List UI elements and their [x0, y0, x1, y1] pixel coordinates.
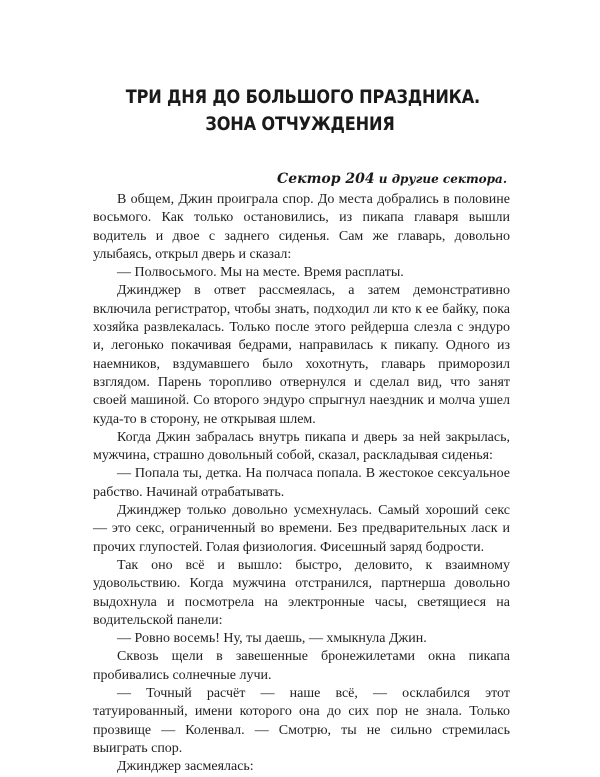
- chapter-title: [125, 84, 481, 138]
- chapter-epigraph: [277, 171, 507, 187]
- paragraph: — Точный расчёт — наше всё, — осклабился этот татуированный, имени которого она до сих пор не знала. Только прозвище — Коленвал. — Смотрю, ты не сильно стремилась выиграть спор.: [93, 686, 510, 756]
- epigraph-rest: и другие сектора.: [374, 172, 507, 186]
- paragraph: — Попала ты, детка. На полчаса попала. В жестокое сексуальное рабство. Начинай отрабатывать.: [93, 466, 510, 500]
- paragraph: Так оно всё и вышло: быстро, деловито, к взаимному удовольствию. Когда мужчина отстранился, партнерша довольно выдохнула и посмотрела на электронные часы, светящиеся на водительской панели:: [93, 557, 510, 628]
- paragraph: Джинджер засмеялась:: [117, 759, 254, 775]
- paragraph: — Полвосьмого. Мы на месте. Время расплаты.: [117, 265, 404, 281]
- paragraph: Джинджер в ответ рассмеялась, а затем демонстративно включила регистратор, чтобы знать, подходил ли кто к ее байку, пока хозяйка развлекалась. Только после этого рейдерша слезла с эндуро и, легонько покачивая бедрами, направилась к пикапу. Одного из наемников, вздумавшего было хохотнуть, главарь приморозил взглядом. Парень торопливо отвернулся и сделал вид, что занят своей машиной. Со второго эндуро спрыгнул наездник и молча ушел куда-то в сторону, не открывая шлем.: [93, 283, 510, 427]
- paragraph: Когда Джин забралась внутрь пикапа и дверь за ней закрылась, мужчина, страшно довольный собой, сказал, раскладывая сиденья:: [93, 429, 510, 464]
- chapter-title-line-2: ЗОНА ОТЧУЖДЕНИЯ: [205, 113, 395, 135]
- chapter-title-line-1: ТРИ ДНЯ ДО БОЛЬШОГО ПРАЗДНИКА.: [125, 86, 481, 108]
- paragraph: В общем, Джин проиграла спор. До места добрались в половине восьмого. Как только остановились, из пикапа главаря вышли водитель и двое с заднего сиденья. Сам же главарь, довольно улыбаясь, открыл дверь и сказал:: [93, 192, 510, 262]
- paragraph: Джинджер только довольно усмехнулась. Самый хороший секс — это секс, ограниченный во времени. Без предварительных ласк и прочих глупостей. Голая физиология. Фисешный заряд бодрости.: [93, 503, 510, 555]
- paragraph: Сквозь щели в завешенные бронежилетами окна пикапа пробивались солнечные лучи.: [93, 649, 510, 683]
- epigraph-sector: Сектор 204: [277, 171, 375, 187]
- body-text: [93, 191, 510, 777]
- paragraph: — Ровно восемь! Ну, ты даешь, — хмыкнула Джин.: [117, 631, 427, 647]
